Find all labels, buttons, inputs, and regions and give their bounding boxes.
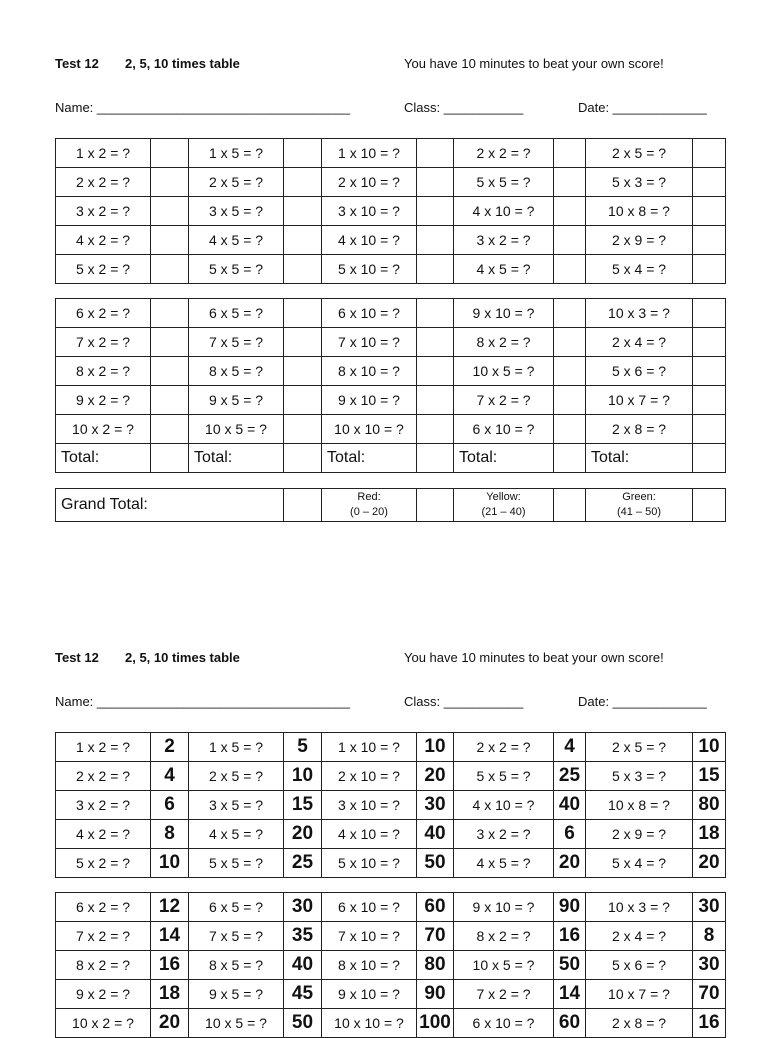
question-row <box>56 1009 726 1038</box>
total-box[interactable] <box>554 444 586 473</box>
test-topic: 2, 5, 10 times table <box>125 650 240 665</box>
answer-box[interactable] <box>554 299 586 328</box>
question-cell: 5 x 5 = ? <box>454 168 554 197</box>
question-cell: 9 x 5 = ? <box>189 386 284 415</box>
question-cell: 5 x 6 = ? <box>586 357 693 386</box>
total-row <box>56 444 726 473</box>
question-cell: 8 x 10 = ? <box>322 357 417 386</box>
question-row <box>56 791 726 820</box>
question-cell: 1 x 10 = ? <box>322 733 417 762</box>
question-cell: 4 x 10 = ? <box>454 791 554 820</box>
answer-box[interactable] <box>554 197 586 226</box>
answer-cell: 5 <box>284 733 322 762</box>
answer-cell: 30 <box>693 893 726 922</box>
question-cell: 2 x 2 = ? <box>56 762 151 791</box>
answer-cell: 90 <box>554 893 586 922</box>
question-row <box>56 386 726 415</box>
answer-cell: 35 <box>284 922 322 951</box>
question-cell: 9 x 5 = ? <box>189 980 284 1009</box>
question-cell: 7 x 2 = ? <box>56 922 151 951</box>
question-cell: 4 x 5 = ? <box>189 226 284 255</box>
total-label: Total: <box>322 444 417 473</box>
question-cell: 10 x 3 = ? <box>586 893 693 922</box>
question-cell: 4 x 5 = ? <box>189 820 284 849</box>
answer-box[interactable] <box>417 226 454 255</box>
question-cell: 2 x 4 = ? <box>586 922 693 951</box>
answer-box[interactable] <box>417 357 454 386</box>
question-cell: 8 x 10 = ? <box>322 951 417 980</box>
answer-cell: 16 <box>151 951 189 980</box>
question-row <box>56 139 726 168</box>
question-cell: 1 x 5 = ? <box>189 733 284 762</box>
answer-cell: 90 <box>417 980 454 1009</box>
grand-total-box[interactable] <box>284 489 322 522</box>
answer-box[interactable] <box>693 139 726 168</box>
answer-box[interactable] <box>151 328 189 357</box>
question-cell: 9 x 10 = ? <box>322 980 417 1009</box>
question-cell: 10 x 5 = ? <box>454 951 554 980</box>
answer-box[interactable] <box>554 226 586 255</box>
answer-cell: 10 <box>417 733 454 762</box>
answer-cell: 40 <box>284 951 322 980</box>
answer-box[interactable] <box>693 226 726 255</box>
question-cell: 3 x 2 = ? <box>56 197 151 226</box>
answer-box[interactable] <box>554 357 586 386</box>
answer-box[interactable] <box>417 299 454 328</box>
question-cell: 5 x 2 = ? <box>56 255 151 284</box>
question-cell: 3 x 2 = ? <box>454 820 554 849</box>
question-row <box>56 299 726 328</box>
answer-cell: 6 <box>151 791 189 820</box>
question-cell: 6 x 10 = ? <box>454 415 554 444</box>
class-field[interactable]: Class: ___________ <box>404 100 524 115</box>
answer-box[interactable] <box>284 415 322 444</box>
total-label: Total: <box>56 444 151 473</box>
test-number: Test 12 <box>55 56 99 71</box>
name-field[interactable]: Name: ___________________________________ <box>55 694 350 709</box>
question-cell: 7 x 2 = ? <box>454 980 554 1009</box>
answer-box[interactable] <box>284 328 322 357</box>
question-cell: 10 x 2 = ? <box>56 415 151 444</box>
answer-box[interactable] <box>417 255 454 284</box>
test-motto: You have 10 minutes to beat your own score! <box>404 56 664 71</box>
answer-cell: 8 <box>151 820 189 849</box>
question-cell: 6 x 10 = ? <box>454 1009 554 1038</box>
answer-cell: 25 <box>554 762 586 791</box>
question-row <box>56 197 726 226</box>
question-cell: 9 x 10 = ? <box>454 893 554 922</box>
question-cell: 3 x 10 = ? <box>322 791 417 820</box>
question-cell: 2 x 5 = ? <box>189 762 284 791</box>
answer-box[interactable] <box>693 328 726 357</box>
answer-box[interactable] <box>554 386 586 415</box>
question-cell: 3 x 2 = ? <box>56 791 151 820</box>
question-row <box>56 820 726 849</box>
question-cell: 2 x 2 = ? <box>454 139 554 168</box>
answer-cell: 6 <box>554 820 586 849</box>
test-number: Test 12 <box>55 650 99 665</box>
answer-cell: 14 <box>554 980 586 1009</box>
date-field[interactable]: Date: _____________ <box>578 694 707 709</box>
answer-box[interactable] <box>284 299 322 328</box>
question-row <box>56 357 726 386</box>
test-sheet-answers <box>55 650 725 1038</box>
answer-box[interactable] <box>151 197 189 226</box>
answer-box[interactable] <box>284 386 322 415</box>
answer-box[interactable] <box>417 386 454 415</box>
question-cell: 5 x 5 = ? <box>454 762 554 791</box>
question-cell: 10 x 7 = ? <box>586 386 693 415</box>
answer-cell: 50 <box>554 951 586 980</box>
band-yellow-range: (21 – 40) <box>481 506 526 518</box>
answer-cell: 40 <box>417 820 454 849</box>
student-fields <box>55 100 725 120</box>
question-grid-1 <box>55 138 726 284</box>
question-cell: 10 x 8 = ? <box>586 197 693 226</box>
question-row <box>56 255 726 284</box>
answer-cell: 10 <box>693 733 726 762</box>
answer-box[interactable] <box>417 328 454 357</box>
question-cell: 6 x 5 = ? <box>189 893 284 922</box>
answer-cell: 20 <box>284 820 322 849</box>
answer-grid-1 <box>55 732 726 878</box>
student-fields <box>55 694 725 714</box>
question-cell: 8 x 5 = ? <box>189 951 284 980</box>
answer-cell: 45 <box>284 980 322 1009</box>
answer-box[interactable] <box>284 139 322 168</box>
answer-cell: 15 <box>284 791 322 820</box>
question-cell: 9 x 2 = ? <box>56 980 151 1009</box>
test-motto: You have 10 minutes to beat your own score! <box>404 650 664 665</box>
band-red-range: (0 – 20) <box>350 506 388 518</box>
answer-cell: 25 <box>284 849 322 878</box>
sheet-header <box>55 650 725 670</box>
answer-box[interactable] <box>693 415 726 444</box>
total-box[interactable] <box>151 444 189 473</box>
question-row <box>56 168 726 197</box>
question-cell: 4 x 5 = ? <box>454 255 554 284</box>
question-cell: 8 x 5 = ? <box>189 357 284 386</box>
question-cell: 2 x 2 = ? <box>454 733 554 762</box>
question-cell: 7 x 5 = ? <box>189 328 284 357</box>
answer-box[interactable] <box>284 226 322 255</box>
question-cell: 10 x 5 = ? <box>189 415 284 444</box>
question-cell: 8 x 2 = ? <box>56 357 151 386</box>
question-cell: 9 x 10 = ? <box>454 299 554 328</box>
question-cell: 4 x 10 = ? <box>322 226 417 255</box>
answer-cell: 16 <box>554 922 586 951</box>
question-cell: 2 x 8 = ? <box>586 1009 693 1038</box>
answer-cell: 10 <box>284 762 322 791</box>
answer-cell: 20 <box>417 762 454 791</box>
answer-box[interactable] <box>693 299 726 328</box>
answer-box[interactable] <box>417 168 454 197</box>
answer-box[interactable] <box>151 357 189 386</box>
answer-box[interactable] <box>284 357 322 386</box>
question-cell: 5 x 5 = ? <box>189 849 284 878</box>
question-cell: 6 x 2 = ? <box>56 299 151 328</box>
answer-cell: 20 <box>151 1009 189 1038</box>
question-cell: 5 x 4 = ? <box>586 849 693 878</box>
answer-box[interactable] <box>284 168 322 197</box>
band-green-box[interactable] <box>693 489 726 522</box>
answer-cell: 12 <box>151 893 189 922</box>
answer-cell: 70 <box>417 922 454 951</box>
question-cell: 6 x 10 = ? <box>322 299 417 328</box>
question-cell: 3 x 10 = ? <box>322 197 417 226</box>
answer-box[interactable] <box>554 139 586 168</box>
question-cell: 5 x 2 = ? <box>56 849 151 878</box>
question-cell: 4 x 2 = ? <box>56 820 151 849</box>
question-cell: 2 x 2 = ? <box>56 168 151 197</box>
answer-cell: 18 <box>151 980 189 1009</box>
answer-cell: 60 <box>417 893 454 922</box>
question-cell: 2 x 5 = ? <box>586 139 693 168</box>
answer-box[interactable] <box>284 255 322 284</box>
answer-box[interactable] <box>554 255 586 284</box>
question-row <box>56 849 726 878</box>
answer-cell: 30 <box>693 951 726 980</box>
question-cell: 1 x 10 = ? <box>322 139 417 168</box>
question-cell: 5 x 10 = ? <box>322 255 417 284</box>
total-box[interactable] <box>417 444 454 473</box>
question-cell: 10 x 10 = ? <box>322 1009 417 1038</box>
answer-cell: 16 <box>693 1009 726 1038</box>
answer-cell: 20 <box>693 849 726 878</box>
answer-cell: 50 <box>284 1009 322 1038</box>
answer-cell: 20 <box>554 849 586 878</box>
answer-box[interactable] <box>417 415 454 444</box>
answer-box[interactable] <box>151 255 189 284</box>
question-cell: 10 x 5 = ? <box>454 357 554 386</box>
test-topic: 2, 5, 10 times table <box>125 56 240 71</box>
answer-box[interactable] <box>151 139 189 168</box>
question-row <box>56 733 726 762</box>
answer-grid-2 <box>55 892 726 1038</box>
answer-cell: 4 <box>554 733 586 762</box>
answer-box[interactable] <box>417 139 454 168</box>
question-cell: 2 x 9 = ? <box>586 820 693 849</box>
question-cell: 10 x 3 = ? <box>586 299 693 328</box>
band-yellow-name: Yellow: <box>486 491 521 503</box>
answer-box[interactable] <box>151 386 189 415</box>
answer-box[interactable] <box>151 415 189 444</box>
question-cell: 8 x 2 = ? <box>454 328 554 357</box>
question-cell: 10 x 5 = ? <box>189 1009 284 1038</box>
question-cell: 6 x 5 = ? <box>189 299 284 328</box>
question-cell: 7 x 2 = ? <box>56 328 151 357</box>
question-cell: 8 x 2 = ? <box>454 922 554 951</box>
band-red-name: Red: <box>357 491 381 503</box>
answer-cell: 15 <box>693 762 726 791</box>
band-green-name: Green: <box>622 491 656 503</box>
answer-cell: 100 <box>417 1009 454 1038</box>
question-cell: 5 x 3 = ? <box>586 762 693 791</box>
sheet-header <box>55 56 725 76</box>
question-row <box>56 328 726 357</box>
date-field[interactable]: Date: _____________ <box>578 100 707 115</box>
answer-cell: 10 <box>151 849 189 878</box>
answer-box[interactable] <box>554 168 586 197</box>
answer-box[interactable] <box>554 328 586 357</box>
question-cell: 2 x 10 = ? <box>322 762 417 791</box>
total-box[interactable] <box>284 444 322 473</box>
band-green <box>586 489 693 522</box>
question-cell: 3 x 5 = ? <box>189 791 284 820</box>
question-cell: 4 x 5 = ? <box>454 849 554 878</box>
answer-cell: 60 <box>554 1009 586 1038</box>
question-cell: 5 x 4 = ? <box>586 255 693 284</box>
band-yellow <box>454 489 554 522</box>
question-cell: 10 x 10 = ? <box>322 415 417 444</box>
question-row <box>56 893 726 922</box>
total-box[interactable] <box>693 444 726 473</box>
question-cell: 7 x 10 = ? <box>322 922 417 951</box>
question-cell: 2 x 5 = ? <box>189 168 284 197</box>
answer-cell: 70 <box>693 980 726 1009</box>
grand-total-row <box>55 488 726 522</box>
question-cell: 4 x 2 = ? <box>56 226 151 255</box>
answer-box[interactable] <box>284 197 322 226</box>
answer-cell: 30 <box>284 893 322 922</box>
answer-box[interactable] <box>151 226 189 255</box>
question-row <box>56 415 726 444</box>
answer-cell: 2 <box>151 733 189 762</box>
answer-box[interactable] <box>554 415 586 444</box>
class-field[interactable]: Class: ___________ <box>404 694 524 709</box>
question-cell: 10 x 7 = ? <box>586 980 693 1009</box>
question-cell: 2 x 9 = ? <box>586 226 693 255</box>
question-cell: 2 x 8 = ? <box>586 415 693 444</box>
total-label: Total: <box>586 444 693 473</box>
answer-cell: 8 <box>693 922 726 951</box>
question-cell: 9 x 10 = ? <box>322 386 417 415</box>
band-red <box>322 489 417 522</box>
question-cell: 5 x 3 = ? <box>586 168 693 197</box>
question-cell: 4 x 10 = ? <box>454 197 554 226</box>
answer-cell: 30 <box>417 791 454 820</box>
answer-cell: 50 <box>417 849 454 878</box>
question-cell: 10 x 2 = ? <box>56 1009 151 1038</box>
name-field[interactable]: Name: ___________________________________ <box>55 100 350 115</box>
question-row <box>56 226 726 255</box>
answer-box[interactable] <box>693 168 726 197</box>
question-cell: 2 x 4 = ? <box>586 328 693 357</box>
question-cell: 9 x 2 = ? <box>56 386 151 415</box>
question-cell: 1 x 2 = ? <box>56 733 151 762</box>
answer-cell: 4 <box>151 762 189 791</box>
question-row <box>56 922 726 951</box>
grand-total-label: Grand Total: <box>56 489 284 522</box>
question-cell: 1 x 5 = ? <box>189 139 284 168</box>
question-cell: 8 x 2 = ? <box>56 951 151 980</box>
question-cell: 2 x 5 = ? <box>586 733 693 762</box>
answer-box[interactable] <box>417 197 454 226</box>
answer-cell: 80 <box>693 791 726 820</box>
answer-box[interactable] <box>151 168 189 197</box>
answer-cell: 18 <box>693 820 726 849</box>
question-cell: 2 x 10 = ? <box>322 168 417 197</box>
answer-box[interactable] <box>693 357 726 386</box>
question-cell: 3 x 2 = ? <box>454 226 554 255</box>
question-cell: 5 x 5 = ? <box>189 255 284 284</box>
question-row <box>56 951 726 980</box>
question-cell: 7 x 2 = ? <box>454 386 554 415</box>
question-row <box>56 762 726 791</box>
answer-box[interactable] <box>693 386 726 415</box>
question-cell: 6 x 2 = ? <box>56 893 151 922</box>
question-cell: 7 x 5 = ? <box>189 922 284 951</box>
question-cell: 3 x 5 = ? <box>189 197 284 226</box>
band-yellow-box[interactable] <box>554 489 586 522</box>
answer-box[interactable] <box>693 197 726 226</box>
question-cell: 1 x 2 = ? <box>56 139 151 168</box>
question-cell: 4 x 10 = ? <box>322 820 417 849</box>
band-red-box[interactable] <box>417 489 454 522</box>
test-sheet-blank <box>55 56 725 522</box>
total-label: Total: <box>189 444 284 473</box>
question-cell: 6 x 10 = ? <box>322 893 417 922</box>
band-green-range: (41 – 50) <box>617 506 662 518</box>
total-label: Total: <box>454 444 554 473</box>
answer-cell: 40 <box>554 791 586 820</box>
question-cell: 5 x 6 = ? <box>586 951 693 980</box>
question-cell: 7 x 10 = ? <box>322 328 417 357</box>
question-cell: 5 x 10 = ? <box>322 849 417 878</box>
answer-box[interactable] <box>693 255 726 284</box>
question-cell: 10 x 8 = ? <box>586 791 693 820</box>
answer-cell: 14 <box>151 922 189 951</box>
answer-cell: 80 <box>417 951 454 980</box>
answer-box[interactable] <box>151 299 189 328</box>
question-row <box>56 980 726 1009</box>
question-grid-2 <box>55 298 726 473</box>
